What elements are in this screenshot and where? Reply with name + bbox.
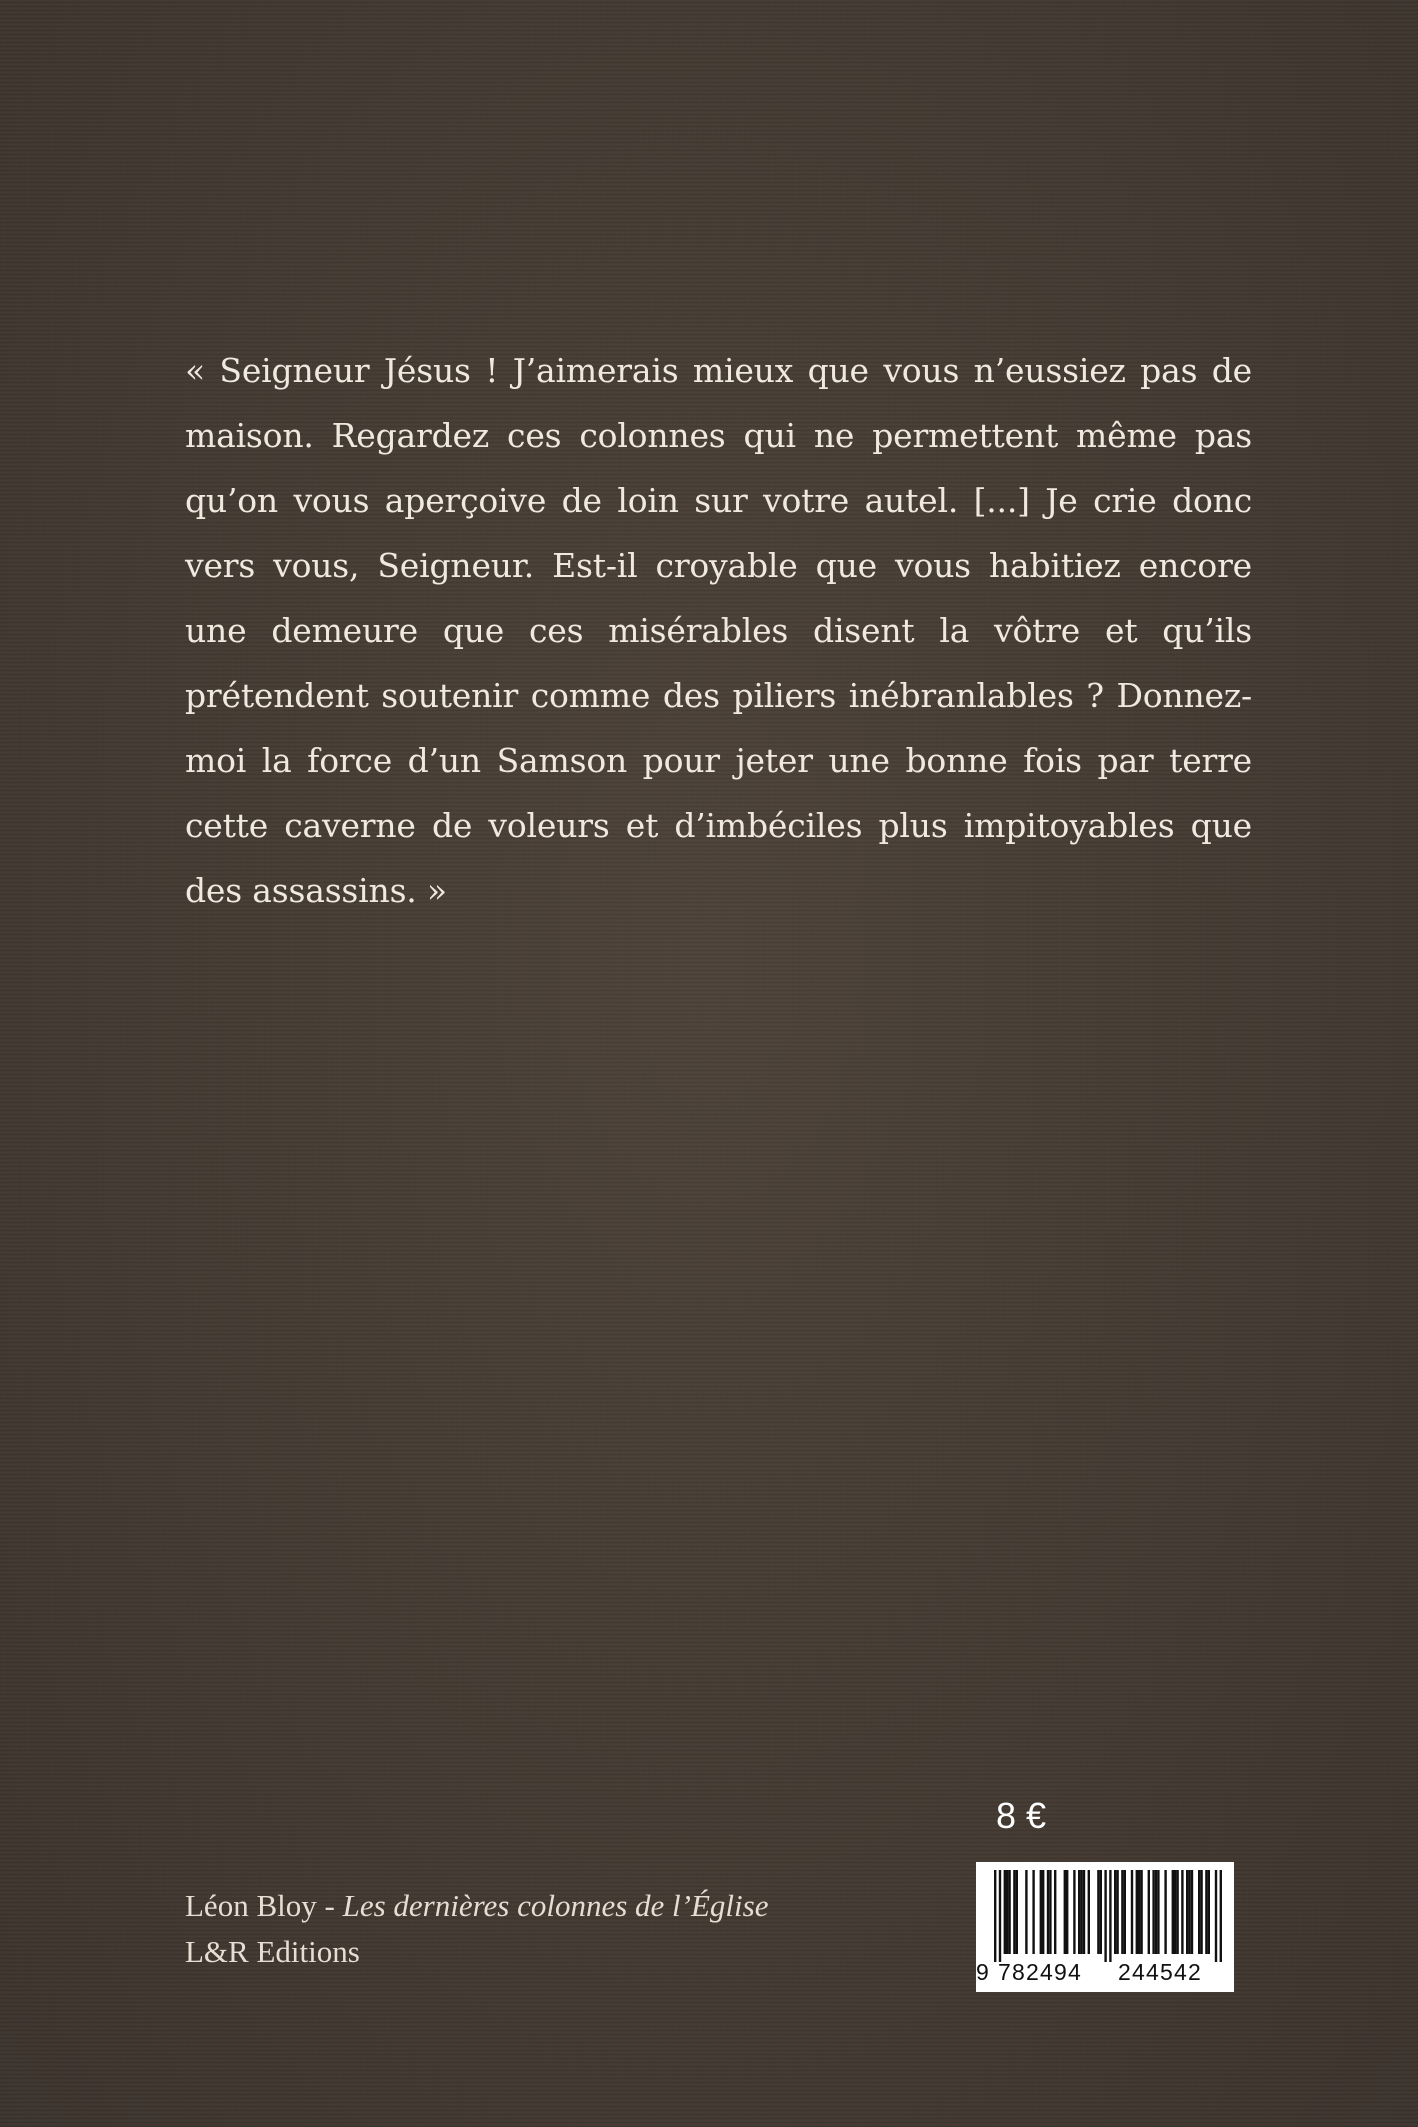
barcode-bar [1006, 1870, 1008, 1954]
barcode-digits [976, 1957, 1234, 1987]
barcode-bar [1198, 1870, 1200, 1954]
barcode-bar [1136, 1870, 1138, 1954]
barcode-bar [1097, 1870, 1099, 1954]
barcode-guard-bar [1109, 1870, 1111, 1962]
blurb-quote: « Seigneur Jésus ! J’aimerais mieux que vous n’eussiez pas de maison. Regardez ces colonnes qui ne permettent même pas qu’on vous aperçoive de loin sur votre autel. [...] Je crie donc vers vous, Seigneur. Est-il croyable que vous habitiez encore une demeure que ces misérables disent la vôtre et qu’ils prétendent soutenir comme des piliers inébranlables ? Donnez-moi la force d’un Samson pour jeter une bonne fois par terre cette caverne de voleurs et d’imbéciles plus impitoyables que des assassins. » [185, 351, 1252, 910]
barcode-guard-bar [999, 1870, 1001, 1962]
barcode-bar [1114, 1870, 1116, 1954]
book-title: Les dernières colonnes de l’Église [342, 1888, 769, 1923]
barcode-bar [1140, 1870, 1142, 1954]
barcode-bar [1138, 1870, 1140, 1954]
barcode-bar [1066, 1870, 1068, 1954]
isbn-barcode [976, 1862, 1234, 1992]
author-name: Léon Bloy [185, 1888, 317, 1923]
author-title-line [185, 1886, 768, 1926]
barcode-bar [1080, 1870, 1082, 1954]
barcode-bar [1083, 1870, 1085, 1954]
barcode-bar [1054, 1870, 1056, 1954]
barcode-bar [1164, 1870, 1166, 1954]
barcode-bar [1188, 1870, 1190, 1954]
price-label: 8 € [996, 1795, 1047, 1836]
barcode-bar [1181, 1870, 1183, 1954]
barcode-guard-bar [1104, 1870, 1106, 1962]
barcode-bar [1155, 1870, 1157, 1954]
barcode-bar [1152, 1870, 1154, 1954]
barcode-bar [1008, 1870, 1010, 1954]
barcode-bar [1124, 1870, 1126, 1954]
barcode-guard-bar [994, 1870, 996, 1962]
barcode-bar [1078, 1870, 1080, 1954]
barcode-bar [1131, 1870, 1133, 1954]
publisher-name: L&R Editions [185, 1934, 360, 1969]
barcode-left-group: 782494 [998, 1959, 1082, 1985]
barcode-bar [1176, 1870, 1178, 1954]
barcode-bar [1073, 1870, 1075, 1954]
barcode-bar [1200, 1870, 1202, 1954]
barcode-bar [1032, 1870, 1034, 1954]
barcode-bar [1172, 1870, 1174, 1954]
barcode-bar [1100, 1870, 1102, 1954]
barcode-first-digit: 9 [976, 1959, 989, 1985]
barcode-guard-bar [1220, 1870, 1222, 1962]
barcode-bar [1205, 1870, 1207, 1954]
barcode-bar [1191, 1870, 1193, 1954]
barcode-bar [1148, 1870, 1150, 1954]
barcode-bar [1042, 1870, 1044, 1954]
barcode-bar [1004, 1870, 1006, 1954]
barcode-bars [976, 1862, 1234, 1962]
barcode-guard-bar [1215, 1870, 1217, 1962]
barcode-bar [1040, 1870, 1042, 1954]
barcode-bar [1121, 1870, 1123, 1954]
barcode-bar [1049, 1870, 1051, 1954]
barcode-bar [1016, 1870, 1018, 1954]
barcode-bar [1025, 1870, 1027, 1954]
barcode-bar [1174, 1870, 1176, 1954]
barcode-bar [1208, 1870, 1210, 1954]
barcode-bar [1088, 1870, 1090, 1954]
barcode-bar [1186, 1870, 1188, 1954]
barcode-bar [1157, 1870, 1159, 1954]
barcode-bar [1013, 1870, 1015, 1954]
barcode-right-group: 244542 [1118, 1959, 1202, 1985]
barcode-bar [1047, 1870, 1049, 1954]
barcode-bar [1064, 1870, 1066, 1954]
barcode-bar [1116, 1870, 1118, 1954]
credit-separator: - [316, 1888, 343, 1923]
